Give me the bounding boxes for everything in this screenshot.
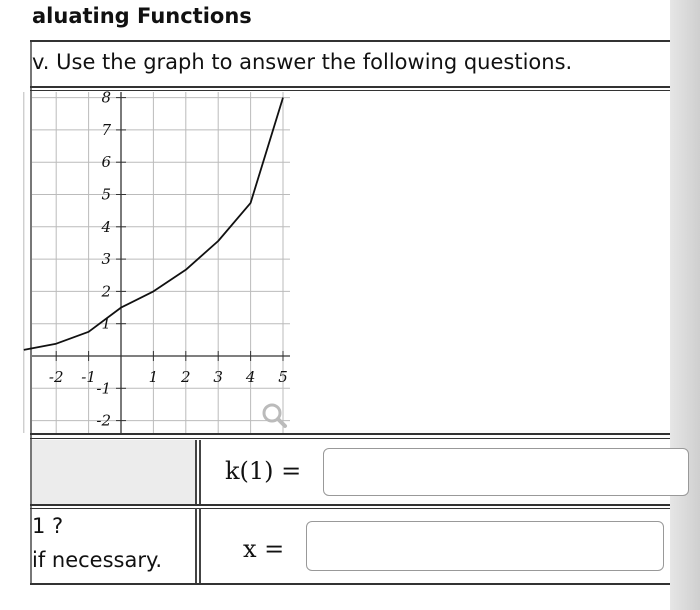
y-tick-label: 1 bbox=[101, 314, 111, 333]
k-of-1-label: k(1) = bbox=[225, 457, 302, 485]
y-tick-label: 2 bbox=[101, 282, 111, 301]
page-title: aluating Functions bbox=[32, 4, 252, 28]
question-1-prompt-cell bbox=[32, 440, 195, 504]
cell-divider bbox=[195, 508, 197, 583]
y-tick-label: 5 bbox=[101, 185, 111, 204]
magnifier-icon-handle bbox=[278, 419, 285, 426]
cell-divider bbox=[199, 508, 201, 583]
y-tick-label: -2 bbox=[96, 411, 111, 430]
y-tick-label: 8 bbox=[101, 88, 111, 107]
y-tick-label: 7 bbox=[101, 120, 111, 139]
y-tick-label: 6 bbox=[101, 153, 111, 172]
question-2-prompt-line-2: if necessary. bbox=[32, 548, 163, 572]
x-tick-label: 1 bbox=[148, 368, 159, 386]
y-tick-label: -1 bbox=[96, 379, 111, 398]
x-tick-label: -2 bbox=[48, 368, 64, 386]
question-2-prompt-line-1: 1 ? bbox=[32, 514, 64, 538]
x-answer-input[interactable] bbox=[306, 521, 664, 571]
divider bbox=[30, 583, 670, 585]
x-tick-label: 2 bbox=[181, 368, 191, 386]
cell-divider bbox=[195, 440, 197, 504]
x-label: x = bbox=[243, 535, 285, 563]
x-tick-label: 5 bbox=[278, 368, 288, 386]
x-tick-label: 3 bbox=[213, 368, 223, 386]
x-tick-label: 4 bbox=[245, 368, 256, 386]
k-of-1-answer-input[interactable] bbox=[323, 448, 689, 496]
divider bbox=[30, 508, 670, 509]
divider bbox=[30, 438, 670, 439]
x-tick-label: -1 bbox=[81, 368, 96, 386]
divider bbox=[30, 433, 670, 435]
y-tick-label: 4 bbox=[101, 217, 111, 236]
divider bbox=[30, 504, 670, 506]
cell-divider bbox=[199, 440, 201, 504]
instruction-text: v. Use the graph to answer the following questions. bbox=[32, 50, 573, 74]
y-tick-label: 3 bbox=[101, 250, 111, 269]
